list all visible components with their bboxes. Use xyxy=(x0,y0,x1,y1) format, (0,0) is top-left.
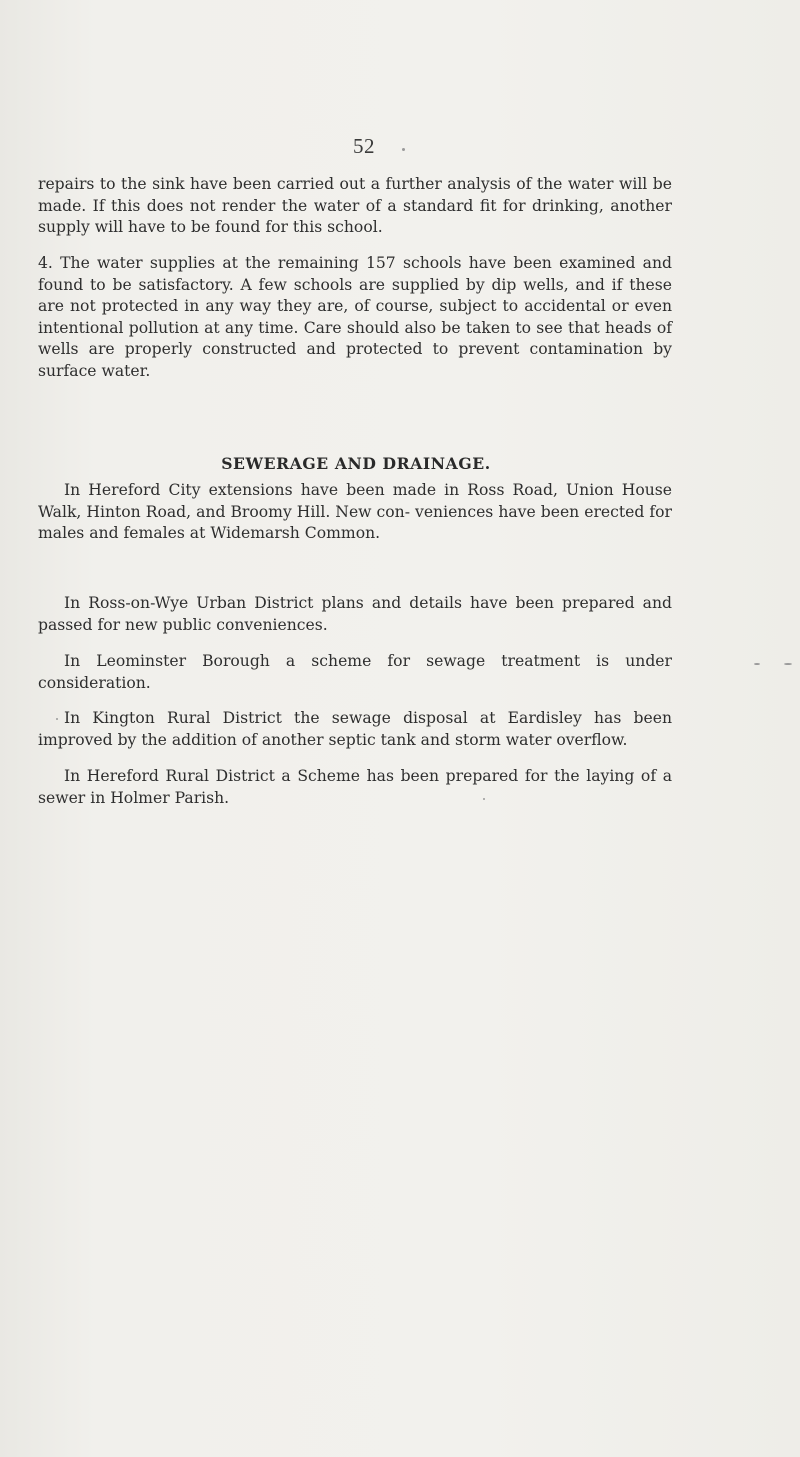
paragraph-leominster xyxy=(38,651,672,694)
paper-speck xyxy=(56,718,58,720)
paragraph-ross-on-wye xyxy=(38,593,672,636)
paper-speck xyxy=(483,798,485,800)
paragraph-continuation xyxy=(38,174,672,239)
paper-speck xyxy=(784,663,792,665)
section-heading: SEWERAGE AND DRAINAGE. xyxy=(221,454,491,473)
paragraph-text: repairs to the sink have been carried out a further analysis of the water will be made. If this does not render the water of a standard fit for drinking, another supply will have to be found for this school. xyxy=(38,175,672,236)
paragraph-text: In Leominster Borough a scheme for sewage treatment is under consideration. xyxy=(38,652,672,692)
paper-speck xyxy=(402,148,405,151)
paragraph-text: In Hereford Rural District a Scheme has been prepared for the laying of a sewer in Holmer Parish. xyxy=(38,767,672,807)
paragraph-hereford-city xyxy=(38,480,672,545)
paragraph-text: 4. The water supplies at the remaining 157 schools have been examined and found to be satisfactory. A few schools are supplied by dip wells, and if these are not protected in any way they are, of course, subject to accidental or even intentional pollution at any time. Care should also be taken to see that heads of wells are properly constructed and protected to prevent contamination by surface water. xyxy=(38,254,672,380)
paragraph-text: In Ross-on-Wye Urban District plans and details have been prepared and passed for new public conveniences. xyxy=(38,594,672,634)
paper-speck xyxy=(754,663,760,665)
paragraph-item-4 xyxy=(38,253,672,382)
page-number: 52 xyxy=(353,134,375,158)
paragraph-text: In Hereford City extensions have been made in Ross Road, Union House Walk, Hinton Road, and Broomy Hill. New con- veniences have been erected for males and females at Widemarsh Common. xyxy=(38,481,672,542)
paragraph-hereford-rural xyxy=(38,766,672,809)
paragraph-text: In Kington Rural District the sewage disposal at Eardisley has been improved by the addition of another septic tank and storm water overflow. xyxy=(38,709,672,749)
paragraph-kington xyxy=(38,708,672,751)
